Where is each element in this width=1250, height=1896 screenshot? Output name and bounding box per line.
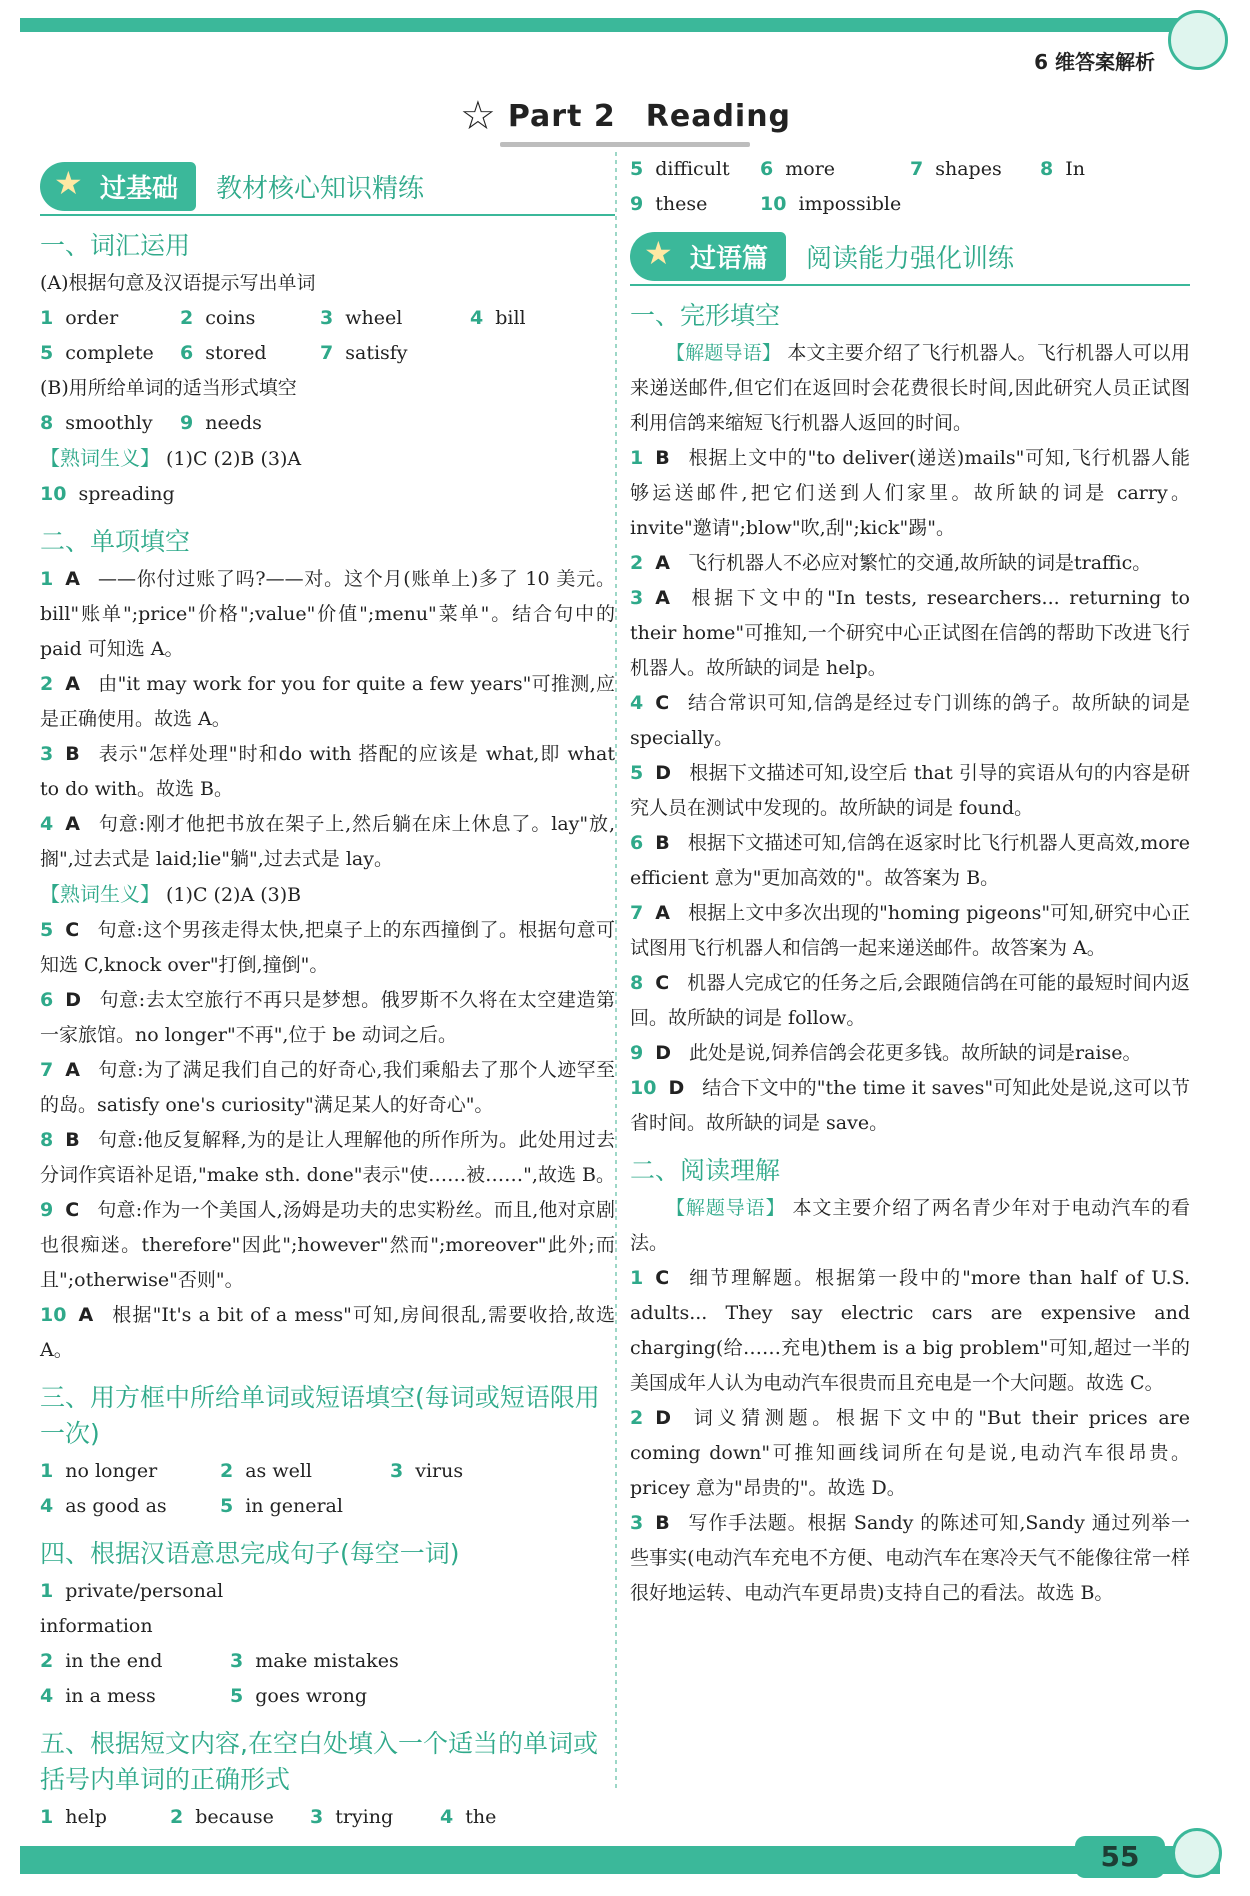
explanation-item <box>630 441 1190 546</box>
item-answer: needs <box>205 412 262 434</box>
item-choice: B <box>655 1512 670 1534</box>
part-label: Part 2 <box>507 98 616 134</box>
item-answer: complete <box>65 342 154 364</box>
mascot-icon <box>1168 10 1228 70</box>
item-choice: C <box>655 692 670 714</box>
answer-row <box>40 301 615 336</box>
top-decor-bar <box>20 18 1220 32</box>
item-number: 5 <box>40 342 54 364</box>
explanation-item <box>630 1261 1190 1401</box>
item-number: 9 <box>180 412 194 434</box>
item-number: 3 <box>310 1806 324 1828</box>
explanation-item <box>40 983 615 1053</box>
tag-answers: (1)C (2)A (3)B <box>160 884 302 906</box>
item-answer: in the end <box>65 1650 163 1672</box>
mascot-icon <box>1172 1828 1222 1878</box>
explanation-item <box>630 1401 1190 1506</box>
answer-item <box>40 336 180 371</box>
banner-line <box>630 284 1190 286</box>
explanation-item <box>40 562 615 667</box>
answer-row <box>40 336 615 371</box>
item-number: 2 <box>180 307 194 329</box>
item-answer: goes wrong <box>255 1685 368 1707</box>
answer-item <box>180 336 320 371</box>
explanation-item <box>40 1053 615 1123</box>
guide-text: 本文主要介绍了两名青少年对于电动汽车的看法。 <box>630 1197 1190 1254</box>
item-answer: impossible <box>798 193 902 215</box>
item-number: 1 <box>40 1460 54 1482</box>
answer-item <box>310 1800 440 1835</box>
answer-item <box>170 1800 310 1835</box>
item-explanation: 句意:他反复解释,为的是让人理解他的所作所为。此处用过去分词作宾语补足语,"make sth. done"表示"使……被……",故选 B。 <box>40 1129 615 1186</box>
section-title: 五、根据短文内容,在空白处填入一个适当的单词或括号内单词的正确形式 <box>40 1729 598 1794</box>
item-number: 5 <box>630 762 644 784</box>
item-explanation: 由"it may work for you for quite a few years"可推测,应是正确使用。故选 A。 <box>40 673 615 730</box>
item-answer: because <box>195 1806 274 1828</box>
item-answer: In <box>1065 158 1085 180</box>
item-number: 4 <box>40 813 54 835</box>
item-number: 1 <box>40 307 54 329</box>
item-answer: more <box>785 158 836 180</box>
item-number: 6 <box>630 832 644 854</box>
part-title <box>460 93 792 139</box>
tag-line <box>40 877 615 913</box>
answer-row <box>40 1489 615 1524</box>
explanation-item <box>40 807 615 877</box>
item-number: 8 <box>1040 158 1054 180</box>
item-choice: C <box>655 972 670 994</box>
answer-row <box>40 406 615 441</box>
guide-paragraph <box>630 1191 1190 1261</box>
item-choice: B <box>655 832 670 854</box>
item-number: 7 <box>320 342 334 364</box>
item-choice: D <box>65 989 82 1011</box>
item-choice: D <box>668 1077 685 1099</box>
item-explanation: 根据下文描述可知,设空后 that 引导的宾语从句的内容是研究人员在测试中发现的。故所缺的词是 found。 <box>630 762 1190 819</box>
item-explanation: 飞行机器人不必应对繁忙的交通,故所缺的词是traffic。 <box>687 552 1152 574</box>
answer-item <box>760 187 910 222</box>
item-number: 8 <box>630 972 644 994</box>
item-number: 3 <box>320 307 334 329</box>
answer-item <box>40 301 180 336</box>
item-answer: the <box>465 1806 497 1828</box>
column-divider <box>615 152 617 1792</box>
item-number: 10 <box>40 1304 67 1326</box>
explanation-item <box>630 581 1190 686</box>
banner-badge: ★ 过基础 <box>40 162 196 211</box>
item-explanation: 根据下文中的"In tests, researchers... returning to their home"可推知,一个研究中心正试图在信鸽的帮助下改进飞行机器人。故所缺的词是 help。 <box>630 587 1190 679</box>
item-number: 10 <box>40 483 67 505</box>
item-answer: in a mess <box>65 1685 156 1707</box>
right-banner <box>630 230 1190 282</box>
item-number: 1 <box>40 568 54 590</box>
answer-item <box>40 1644 230 1679</box>
item-number: 8 <box>40 412 54 434</box>
item-number: 4 <box>440 1806 454 1828</box>
item-explanation: 根据下文描述可知,信鸽在返家时比飞行机器人更高效,more efficient 意为"更加高效的"。故答案为 B。 <box>630 832 1190 889</box>
explanation-item <box>40 1298 615 1368</box>
item-answer: difficult <box>655 158 730 180</box>
answer-item <box>1040 152 1140 187</box>
item-explanation: 句意:刚才他把书放在架子上,然后躺在床上休息了。lay"放,搁",过去式是 laid;lie"躺",过去式是 lay。 <box>40 813 615 870</box>
explanation-item <box>630 756 1190 826</box>
explanation-item <box>630 686 1190 756</box>
answer-item <box>320 301 470 336</box>
item-answer: in general <box>245 1495 343 1517</box>
item-answer: satisfy <box>345 342 408 364</box>
item-choice: C <box>655 1267 670 1289</box>
item-answer: as good as <box>65 1495 167 1517</box>
explanation-item <box>630 1506 1190 1611</box>
explanation-item <box>630 896 1190 966</box>
answer-row <box>40 1454 615 1489</box>
item-number: 2 <box>170 1806 184 1828</box>
item-explanation: 表示"怎样处理"时和do with 搭配的应该是 what,即 what to do with。故选 B。 <box>40 743 615 800</box>
item-explanation: 此处是说,饲养信鸽会花更多钱。故所缺的词是raise。 <box>689 1042 1142 1064</box>
explanation-item <box>630 1071 1190 1141</box>
item-number: 7 <box>630 902 644 924</box>
section-title: 二、单项填空 <box>40 527 191 556</box>
item-number: 2 <box>40 673 54 695</box>
left-banner <box>40 160 615 212</box>
item-number: 1 <box>630 1267 644 1289</box>
section-title: 一、完形填空 <box>630 301 781 330</box>
item-answer: shapes <box>935 158 1002 180</box>
item-answer: make mistakes <box>255 1650 399 1672</box>
item-number: 9 <box>40 1199 54 1221</box>
item-number: 10 <box>760 193 787 215</box>
item-explanation: 结合常识可知,信鸽是经过专门训练的鸽子。故所缺的词是 specially。 <box>630 692 1190 749</box>
answer-item <box>230 1644 420 1679</box>
explanation-item <box>630 966 1190 1036</box>
item-choice: B <box>65 743 80 765</box>
answer-item <box>40 1454 220 1489</box>
tag-label: 【熟词生义】 <box>40 882 160 906</box>
item-number: 4 <box>470 307 484 329</box>
item-choice: D <box>655 762 672 784</box>
item-number: 3 <box>230 1650 244 1672</box>
answer-item <box>180 406 320 441</box>
answer-row <box>630 152 1190 187</box>
item-number: 5 <box>40 919 54 941</box>
item-explanation: 细节理解题。根据第一段中的"more than half of U.S. adults... They say electric cars are expensive and charging(给……充电)them is a big problem"可知,超过一半的美国成年人认为电动汽车很贵而且充电是一个大问题。故选 C。 <box>630 1267 1190 1394</box>
item-choice: A <box>65 1059 80 1081</box>
guide-label: 【解题导语】 <box>666 342 782 364</box>
explanation-item <box>40 667 615 737</box>
star-icon: ☆ <box>460 93 496 139</box>
section-title: 三、用方框中所给单词或短语填空(每词或短语限用一次) <box>40 1383 600 1448</box>
banner-subtitle: 教材核心知识精练 <box>216 173 425 204</box>
item-number: 9 <box>630 1042 644 1064</box>
item-answer: wheel <box>345 307 403 329</box>
item-number: 3 <box>390 1460 404 1482</box>
guide-label: 【解题导语】 <box>666 1197 786 1219</box>
item-choice: A <box>65 673 80 695</box>
right-column <box>630 152 1190 1611</box>
answer-item <box>220 1454 390 1489</box>
banner-subtitle: 阅读能力强化训练 <box>806 243 1015 274</box>
item-answer: these <box>655 193 708 215</box>
page-number: 55 <box>1075 1836 1165 1878</box>
item-explanation: 句意:去太空旅行不再只是梦想。俄罗斯不久将在太空建造第一家旅馆。no longer"不再",位于 be 动词之后。 <box>40 989 615 1046</box>
answer-item <box>470 301 590 336</box>
item-number: 9 <box>630 193 644 215</box>
part-heading: Reading <box>645 98 792 134</box>
answer-row <box>40 1800 615 1835</box>
banner-badge: ★ 过语篇 <box>630 232 786 281</box>
subsection-title: (B)用所给单词的适当形式填空 <box>40 377 297 399</box>
item-number: 4 <box>40 1495 54 1517</box>
explanation-item <box>40 913 615 983</box>
item-choice: A <box>65 568 80 590</box>
item-number: 2 <box>630 1407 644 1429</box>
answer-item <box>40 1574 230 1644</box>
answer-item <box>40 1800 170 1835</box>
item-choice: D <box>655 1042 672 1064</box>
header-label: 6 维答案解析 <box>1034 50 1155 74</box>
item-explanation: 句意:为了满足我们自己的好奇心,我们乘船去了那个人迹罕至的岛。satisfy one's curiosity"满足某人的好奇心"。 <box>40 1059 615 1116</box>
item-number: 3 <box>630 1512 644 1534</box>
item-number: 1 <box>40 1580 54 1602</box>
bottom-decor-bar <box>20 1846 1220 1874</box>
answer-item <box>910 152 1040 187</box>
explanation-item <box>40 737 615 807</box>
answer-item <box>760 152 910 187</box>
answer-item <box>180 301 320 336</box>
section-title: 二、阅读理解 <box>630 1156 781 1185</box>
item-number: 5 <box>630 158 644 180</box>
item-number: 2 <box>40 1650 54 1672</box>
item-explanation: 根据上文中的"to deliver(递送)mails"可知,飞行机器人能够运送邮件,把它们送到人们家里。故所缺的词是 carry。invite"邀请";blow"吹,刮";kick"踢"。 <box>630 447 1190 539</box>
item-choice: A <box>655 552 670 574</box>
item-answer: coins <box>205 307 256 329</box>
section-title: 一、词汇运用 <box>40 231 191 260</box>
item-choice: B <box>65 1129 80 1151</box>
item-number: 6 <box>180 342 194 364</box>
item-choice: B <box>655 447 670 469</box>
item-number: 1 <box>40 1806 54 1828</box>
item-choice: A <box>78 1304 94 1326</box>
answer-row <box>40 1679 615 1714</box>
item-explanation: 根据"It's a bit of a mess"可知,房间很乱,需要收拾,故选 A。 <box>40 1304 615 1361</box>
answer-item <box>220 1489 390 1524</box>
explanation-item <box>630 826 1190 896</box>
tag-answers: (1)C (2)B (3)A <box>160 448 302 470</box>
item-number: 5 <box>220 1495 234 1517</box>
item-number: 8 <box>40 1129 54 1151</box>
item-answer: private/personal information <box>40 1580 224 1637</box>
explanation-item <box>630 546 1190 581</box>
item-choice: C <box>65 1199 80 1221</box>
item-explanation: 根据上文中多次出现的"homing pigeons"可知,研究中心正试图用飞行机器人和信鸽一起来递送邮件。故答案为 A。 <box>630 902 1190 959</box>
item-answer: virus <box>415 1460 464 1482</box>
item-number: 6 <box>760 158 774 180</box>
item-explanation: 句意:这个男孩走得太快,把桌子上的东西撞倒了。根据句意可知选 C,knock over"打倒,撞倒"。 <box>40 919 615 976</box>
item-choice: A <box>65 813 80 835</box>
item-answer: no longer <box>65 1460 158 1482</box>
item-number: 4 <box>630 692 644 714</box>
banner-line <box>40 214 615 216</box>
title-underline <box>500 142 750 147</box>
explanation-item <box>40 1193 615 1298</box>
item-explanation: 词义猜测题。根据下文中的"But their prices are coming down"可推知画线词所在句是说,电动汽车很昂贵。pricey 意为"昂贵的"。故选 D。 <box>630 1407 1190 1499</box>
answer-item <box>40 406 180 441</box>
subsection-title: (A)根据句意及汉语提示写出单词 <box>40 272 316 294</box>
answer-item <box>320 336 470 371</box>
tag-line <box>40 441 615 477</box>
answer-item <box>390 1454 540 1489</box>
explanation-item <box>40 1123 615 1193</box>
answer-item <box>40 1679 230 1714</box>
item-answer: as well <box>245 1460 313 1482</box>
item-number: 7 <box>40 1059 54 1081</box>
answer-item <box>40 1489 220 1524</box>
answer-row <box>630 187 1190 222</box>
item-number: 10 <box>630 1077 657 1099</box>
item-choice: C <box>65 919 80 941</box>
item-explanation: 机器人完成它的任务之后,会跟随信鸽在可能的最短时间内返回。故所缺的词是 follow。 <box>630 972 1190 1029</box>
guide-paragraph <box>630 336 1190 441</box>
item-answer: bill <box>495 307 526 329</box>
answer-item <box>630 152 760 187</box>
section-title: 四、根据汉语意思完成句子(每空一词) <box>40 1539 460 1568</box>
item-number: 6 <box>40 989 54 1011</box>
item-number: 7 <box>910 158 924 180</box>
item-number: 4 <box>40 1685 54 1707</box>
item-number: 2 <box>220 1460 234 1482</box>
item-number: 2 <box>630 552 644 574</box>
left-column <box>40 152 615 1835</box>
item-answer: order <box>65 307 119 329</box>
item-number: 1 <box>630 447 644 469</box>
answer-item <box>630 187 760 222</box>
item-explanation: ——你付过账了吗?——对。这个月(账单上)多了 10 美元。bill"账单";price"价格";value"价值";menu"菜单"。结合句中的paid 可知选 A。 <box>40 568 615 660</box>
answer-item <box>440 1800 540 1835</box>
item-choice: A <box>655 902 670 924</box>
guide-text: 本文主要介绍了飞行机器人。飞行机器人可以用来递送邮件,但它们在返回时会花费很长时间,因此研究人员正试图利用信鸽来缩短飞行机器人返回的时间。 <box>630 342 1190 434</box>
item-answer: stored <box>205 342 267 364</box>
explanation-item <box>630 1036 1190 1071</box>
answer-row <box>40 1574 615 1644</box>
item-answer: smoothly <box>65 412 153 434</box>
item-answer: spreading <box>78 483 175 505</box>
item-answer: trying <box>335 1806 394 1828</box>
item-explanation: 句意:作为一个美国人,汤姆是功夫的忠实粉丝。而且,他对京剧也很痴迷。therefore"因此";however"然而";moreover"此外;而且";otherwise"否则"。 <box>40 1199 615 1291</box>
item-explanation: 结合下文中的"the time it saves"可知此处是说,这可以节省时间。故所缺的词是 save。 <box>630 1077 1190 1134</box>
answer-row <box>40 477 615 512</box>
item-number: 3 <box>630 587 644 609</box>
item-answer: help <box>65 1806 107 1828</box>
item-number: 3 <box>40 743 54 765</box>
item-choice: D <box>655 1407 672 1429</box>
item-number: 5 <box>230 1685 244 1707</box>
tag-label: 【熟词生义】 <box>40 446 160 470</box>
item-choice: A <box>655 587 670 609</box>
item-explanation: 写作手法题。根据 Sandy 的陈述可知,Sandy 通过列举一些事实(电动汽车充电不方便、电动汽车在寒冷天气不能像往常一样很好地运转、电动汽车更昂贵)支持自己的看法。故选 B。 <box>630 1512 1190 1604</box>
answer-item <box>230 1679 420 1714</box>
answer-row <box>40 1644 615 1679</box>
